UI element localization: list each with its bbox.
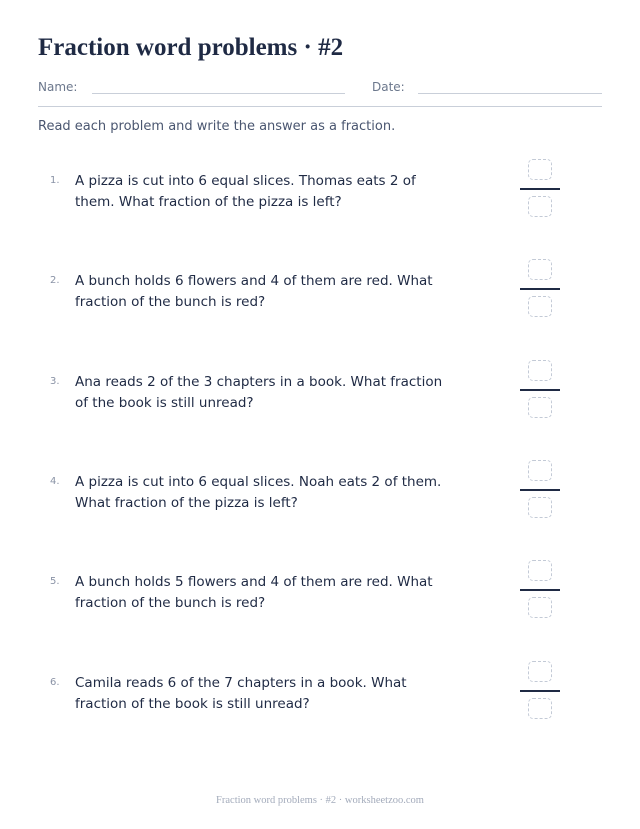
- problem-item: [38, 171, 602, 251]
- numerator-box[interactable]: [528, 560, 552, 581]
- fraction-answer: [520, 661, 560, 725]
- fraction-bar: [520, 188, 560, 190]
- denominator-box[interactable]: [528, 497, 552, 518]
- page-title: Fraction word problems · #2: [38, 34, 344, 61]
- fraction-answer: [520, 460, 560, 524]
- problem-number: 4.: [50, 476, 60, 487]
- fraction-bar: [520, 690, 560, 692]
- problem-text: A bunch holds 6 flowers and 4 of them are red. What fraction of the bunch is red?: [75, 273, 433, 310]
- problem-item: [38, 372, 602, 452]
- name-label: Name:: [38, 80, 78, 94]
- problem-text: Ana reads 2 of the 3 chapters in a book. What fraction of the book is still unread?: [75, 374, 443, 411]
- problem-number: 3.: [50, 376, 60, 387]
- fraction-answer: [520, 560, 560, 624]
- page-footer: Fraction word problems · #2 · worksheetzoo.com: [216, 795, 424, 806]
- denominator-box[interactable]: [528, 196, 552, 217]
- fraction-answer: [520, 159, 560, 223]
- problem-number: 1.: [50, 175, 60, 186]
- problem-item: [38, 673, 602, 753]
- denominator-box[interactable]: [528, 296, 552, 317]
- instructions: Read each problem and write the answer as a fraction.: [38, 119, 396, 134]
- problem-item: [38, 271, 602, 351]
- problem-number: 2.: [50, 275, 60, 286]
- fraction-answer: [520, 360, 560, 424]
- denominator-box[interactable]: [528, 698, 552, 719]
- fraction-bar: [520, 288, 560, 290]
- numerator-box[interactable]: [528, 259, 552, 280]
- numerator-box[interactable]: [528, 159, 552, 180]
- fraction-bar: [520, 489, 560, 491]
- problem-text: A bunch holds 5 flowers and 4 of them are red. What fraction of the bunch is red?: [75, 574, 433, 611]
- problem-text: A pizza is cut into 6 equal slices. Thomas eats 2 of them. What fraction of the pizza is left?: [75, 173, 416, 210]
- date-label: Date:: [372, 80, 405, 94]
- denominator-box[interactable]: [528, 597, 552, 618]
- fraction-bar: [520, 389, 560, 391]
- denominator-box[interactable]: [528, 397, 552, 418]
- fraction-bar: [520, 589, 560, 591]
- problem-item: [38, 472, 602, 552]
- problem-number: 5.: [50, 576, 60, 587]
- name-field-line[interactable]: [92, 93, 345, 94]
- fraction-answer: [520, 259, 560, 323]
- problem-number: 6.: [50, 677, 60, 688]
- header-divider: [38, 106, 602, 107]
- date-field-line[interactable]: [418, 93, 602, 94]
- problem-text: A pizza is cut into 6 equal slices. Noah eats 2 of them. What fraction of the pizza is left?: [75, 474, 442, 511]
- numerator-box[interactable]: [528, 360, 552, 381]
- name-date-row: [38, 80, 602, 96]
- problem-item: [38, 572, 602, 652]
- numerator-box[interactable]: [528, 661, 552, 682]
- problem-text: Camila reads 6 of the 7 chapters in a book. What fraction of the book is still unread?: [75, 675, 407, 712]
- numerator-box[interactable]: [528, 460, 552, 481]
